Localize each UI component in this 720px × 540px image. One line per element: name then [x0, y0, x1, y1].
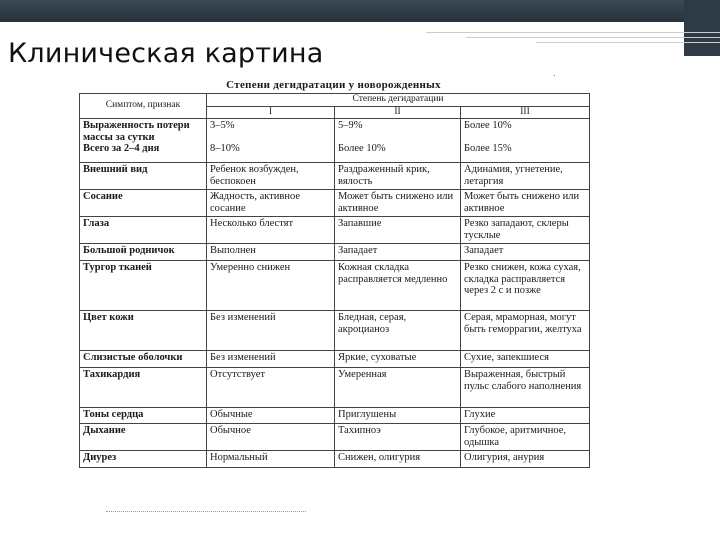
cell-degree-2: Кожная складка расправляется медленно	[335, 261, 461, 311]
cell-symptom: Большой родничок	[80, 244, 207, 261]
cell-degree-1: Без изменений	[207, 351, 335, 368]
slide-title: Клиническая картина	[8, 38, 324, 69]
cell-symptom: Дыхание	[80, 424, 207, 451]
scan-artifact	[106, 511, 306, 518]
dehydration-table-figure	[76, 77, 591, 520]
cell-degree-1: 3–5% 8–10%	[207, 119, 335, 163]
cell-degree-2: Может быть снижено или активное	[335, 190, 461, 217]
cell-degree-2: Запавшие	[335, 217, 461, 244]
cell-symptom: Тургор тканей	[80, 261, 207, 311]
table-row	[80, 217, 590, 244]
cell-degree-3: Олигурия, анурия	[461, 451, 590, 468]
cell-degree-1: Жадность, активное сосание	[207, 190, 335, 217]
table-caption: Степени дегидратации у новорожденных	[226, 79, 441, 91]
cell-degree-1: Выполнен	[207, 244, 335, 261]
cell-symptom: Диурез	[80, 451, 207, 468]
header-symptom: Симптом, признак	[80, 94, 207, 119]
cell-degree-3: Глубокое, аритмичное, одышка	[461, 424, 590, 451]
cell-degree-2: Снижен, олигурия	[335, 451, 461, 468]
cell-degree-3: Серая, мраморная, могут быть геморрагии, желтуха	[461, 311, 590, 351]
table-row	[80, 190, 590, 217]
cell-symptom: Глаза	[80, 217, 207, 244]
cell-degree-1: Обычные	[207, 408, 335, 424]
cell-symptom: Тахикардия	[80, 368, 207, 408]
header-degree-3: III	[461, 106, 590, 119]
table-row	[80, 408, 590, 424]
decorative-dot: ·	[553, 70, 556, 80]
cell-degree-1: Без изменений	[207, 311, 335, 351]
cell-degree-2: Бледная, серая, акроцианоз	[335, 311, 461, 351]
cell-degree-1: Нормальный	[207, 451, 335, 468]
cell-degree-3: Сухие, запекшиеся	[461, 351, 590, 368]
table-row	[80, 244, 590, 261]
cell-degree-2: 5–9% Более 10%	[335, 119, 461, 163]
cell-symptom: Цвет кожи	[80, 311, 207, 351]
cell-degree-2: Умеренная	[335, 368, 461, 408]
table-row	[80, 119, 590, 163]
cell-degree-1: Несколько блестят	[207, 217, 335, 244]
cell-symptom: Тоны сердца	[80, 408, 207, 424]
cell-degree-2: Тахипноэ	[335, 424, 461, 451]
cell-symptom: Сосание	[80, 190, 207, 217]
cell-degree-3: Резко снижен, кожа сухая, складка расправляется через 2 с и позже	[461, 261, 590, 311]
cell-symptom: Слизистые оболочки	[80, 351, 207, 368]
cell-degree-3: Более 10% Более 15%	[461, 119, 590, 163]
header-degree: Степень дегидратации	[207, 94, 590, 107]
slide-top-bar	[0, 0, 720, 22]
cell-degree-3: Выраженная, быстрый пульс слабого наполнения	[461, 368, 590, 408]
cell-degree-3: Адинамия, угнетение, летаргия	[461, 163, 590, 190]
cell-degree-2: Яркие, суховатые	[335, 351, 461, 368]
cell-degree-1: Ребенок возбужден, беспокоен	[207, 163, 335, 190]
table-body	[80, 119, 590, 468]
dehydration-table	[79, 93, 590, 468]
cell-symptom: Внешний вид	[80, 163, 207, 190]
cell-degree-2: Западает	[335, 244, 461, 261]
cell-degree-2: Раздраженный крик, вялость	[335, 163, 461, 190]
table-row	[80, 311, 590, 351]
cell-degree-1: Обычное	[207, 424, 335, 451]
table-row	[80, 368, 590, 408]
table-row	[80, 261, 590, 311]
cell-degree-2: Приглушены	[335, 408, 461, 424]
table-row	[80, 424, 590, 451]
cell-degree-3: Может быть снижено или активное	[461, 190, 590, 217]
table-row	[80, 351, 590, 368]
cell-degree-3: Глухие	[461, 408, 590, 424]
header-degree-1: I	[207, 106, 335, 119]
cell-degree-3: Резко западают, склеры тусклые	[461, 217, 590, 244]
cell-degree-3: Западает	[461, 244, 590, 261]
table-row	[80, 451, 590, 468]
cell-symptom: Выраженность потери массы за сутки Всего за 2–4 дня	[80, 119, 207, 163]
cell-degree-1: Умеренно снижен	[207, 261, 335, 311]
decorative-rule-lines	[426, 28, 720, 52]
cell-degree-1: Отсутствует	[207, 368, 335, 408]
table-row	[80, 163, 590, 190]
header-degree-2: II	[335, 106, 461, 119]
